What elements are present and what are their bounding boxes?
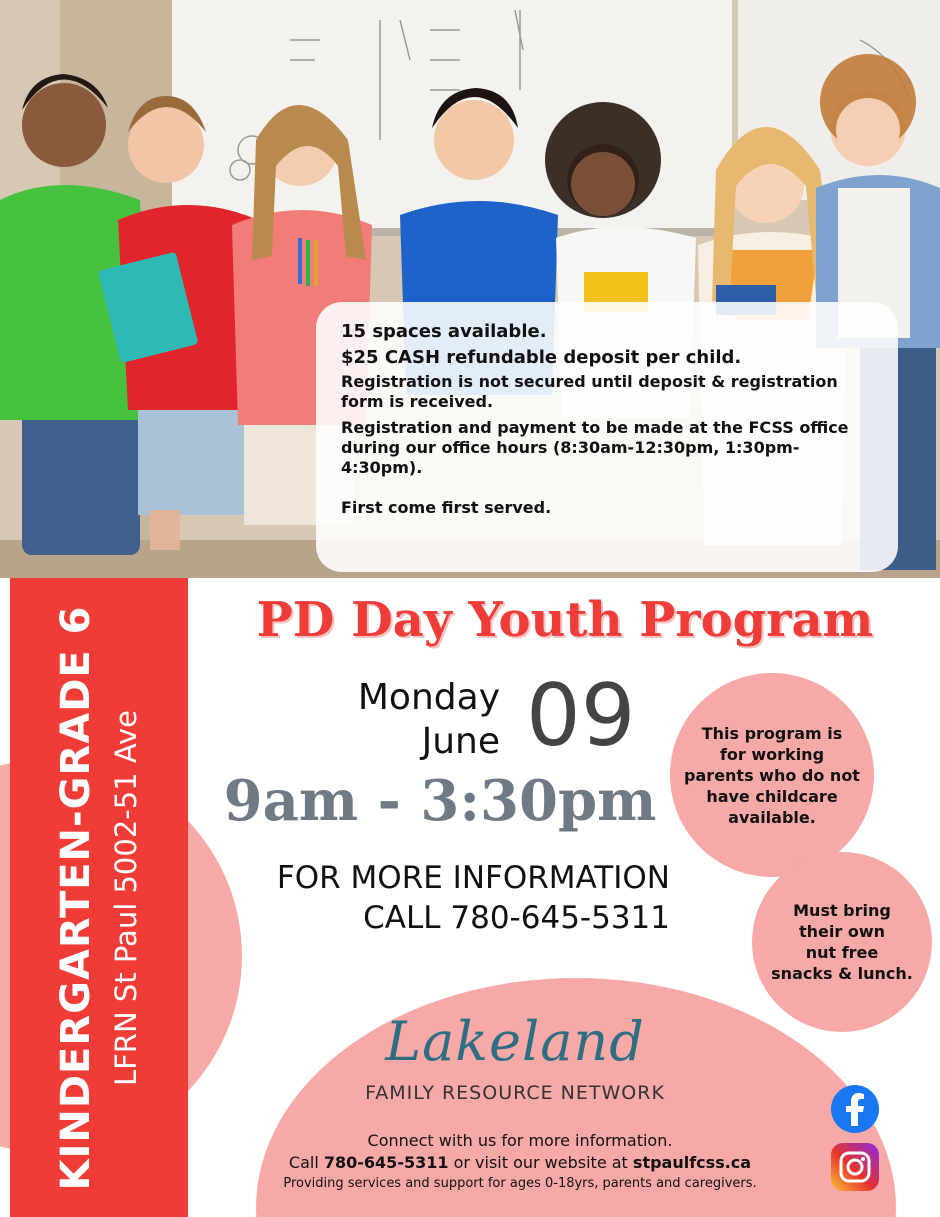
- event-time: 9am - 3:30pm: [223, 768, 657, 834]
- call-prefix: Call: [288, 1153, 319, 1172]
- call-line: [210, 1152, 830, 1174]
- bubble-line: snacks & lunch.: [771, 964, 913, 983]
- phone-link[interactable]: 780-645-5311: [323, 1153, 449, 1172]
- contact-footer: [210, 1130, 830, 1194]
- more-info-line1: FOR MORE INFORMATION: [276, 860, 670, 896]
- hero-photo: [0, 0, 940, 578]
- payment-info: Registration and payment to be made at the FCSS office during our office hours (8:30am-12:30pm, 1:30pm-4:30pm).: [341, 418, 849, 477]
- facebook-icon[interactable]: [830, 1084, 880, 1134]
- snacks-bubble: [752, 852, 932, 1032]
- website-link[interactable]: stpaulfcss.ca: [632, 1153, 752, 1172]
- bubble-line: parents who do not: [684, 765, 860, 785]
- visit-text: or visit our website at: [453, 1153, 628, 1172]
- bubble-line: Must bring: [793, 901, 891, 920]
- bubble-line: available.: [728, 807, 816, 827]
- more-info-phone: CALL 780-645-5311: [363, 900, 670, 936]
- location-address: LFRN St Paul 5002-51 Ave: [109, 709, 143, 1087]
- brand-subtitle: FAMILY RESOURCE NETWORK: [365, 1082, 665, 1104]
- brand-script: Lakeland: [385, 1010, 645, 1073]
- event-month: June: [421, 721, 500, 762]
- event-day: 09: [526, 666, 636, 766]
- bubble-line: for working: [719, 744, 825, 764]
- brand-logo: [320, 1004, 710, 1104]
- connect-line: Connect with us for more information.: [367, 1131, 673, 1150]
- first-come-note: First come first served.: [341, 498, 552, 517]
- page-title: PD Day Youth Program: [256, 592, 874, 648]
- bubble-line: their own: [798, 922, 885, 941]
- event-weekday: Monday: [357, 677, 500, 718]
- spaces-available: 15 spaces available.: [341, 321, 547, 342]
- working-parents-bubble: [670, 673, 874, 877]
- services-line: Providing services and support for ages 0-18yrs, parents and caregivers.: [283, 1176, 757, 1191]
- bubble-line: This program is: [701, 723, 843, 743]
- more-info: [277, 858, 670, 938]
- side-bar-text: [13, 588, 183, 1208]
- instagram-icon[interactable]: [830, 1142, 880, 1192]
- deposit-info: $25 CASH refundable deposit per child.: [341, 347, 742, 368]
- registration-info-card: [316, 302, 898, 572]
- grade-range: KINDERGARTEN-GRADE 6: [53, 605, 99, 1191]
- registration-secured-note: Registration is not secured until deposit & registration form is received.: [341, 372, 838, 411]
- bubble-line: have childcare: [706, 786, 838, 806]
- bubble-line: nut free: [805, 943, 879, 962]
